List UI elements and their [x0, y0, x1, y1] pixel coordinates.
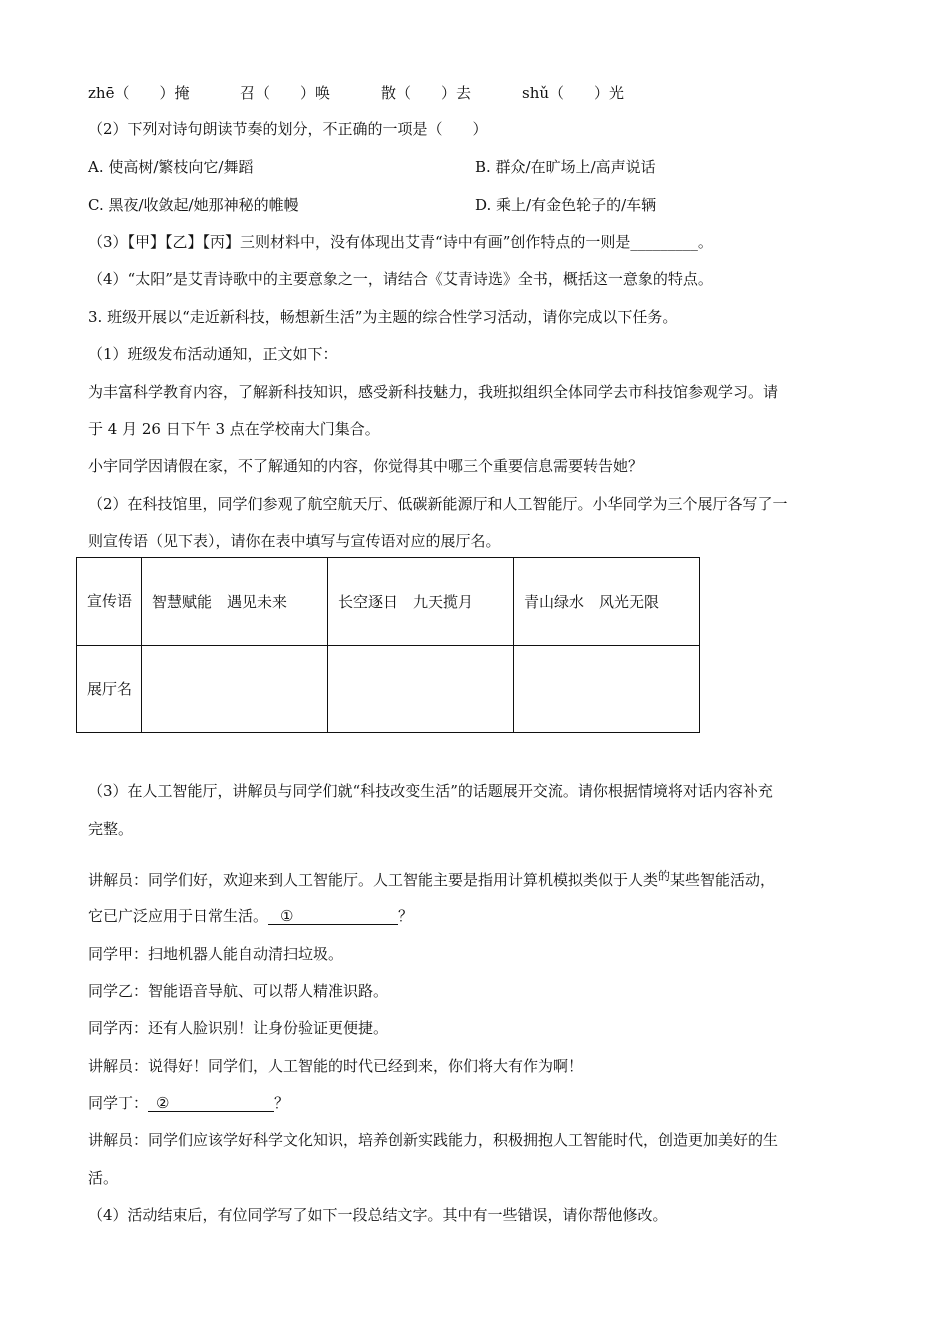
guide-line-2-text: 它已广泛应用于日常生活。 [88, 907, 269, 925]
student-yi: 同学乙：智能语音导航、可以帮人精准识路。 [88, 982, 389, 1000]
hall-name-header: 展厅名 [77, 646, 142, 733]
blank-2-marker: ② [156, 1094, 170, 1112]
question-3-4: （4）活动结束后，有位同学写了如下一段总结文字。其中有一些错误，请你帮他修改。 [88, 1206, 668, 1224]
pinyin-item-2: 召（ ）唤 [240, 84, 331, 102]
question-2-4: （4）“太阳”是艾青诗歌中的主要意象之一，请结合《艾青诗选》全书，概括这一意象的特点。 [88, 270, 713, 288]
blank-2[interactable] [148, 1095, 274, 1112]
slogan-cell-1: 智慧赋能 遇见未来 [142, 558, 328, 646]
option-b: B. 群众/在旷场上/高声说话 [475, 158, 656, 176]
question-3-2-line-1: （2）在科技馆里，同学们参观了航空航天厅、低碳新能源厅和人工智能厅。小华同学为三个展厅各写了一 [88, 495, 788, 513]
question-3-2-line-2: 则宣传语（见下表），请你在表中填写与宣传语对应的展厅名。 [88, 532, 501, 550]
slogan-table [76, 557, 700, 733]
question-3-intro: 3. 班级开展以“走近新科技，畅想新生活”为主题的综合性学习活动，请你完成以下任务。 [88, 308, 678, 326]
question-3-1: （1）班级发布活动通知，正文如下： [88, 345, 338, 363]
pinyin-item-4: shǔ（ ）光 [522, 84, 625, 102]
slogan-header: 宣传语 [77, 558, 142, 646]
question-3-3-line-1: （3）在人工智能厅，讲解员与同学们就“科技改变生活”的话题展开交流。请你根据情境将对话内容补充 [88, 782, 773, 800]
student-jia: 同学甲：扫地机器人能自动清扫垃圾。 [88, 945, 344, 963]
hall-name-input-3[interactable] [514, 646, 700, 733]
question-3-3-line-2: 完整。 [88, 820, 134, 838]
slogan-cell-2: 长空逐日 九天揽月 [328, 558, 514, 646]
slogan-row [77, 558, 700, 646]
blank-1-marker: ① [280, 907, 294, 925]
option-c: C. 黑夜/收敛起/她那神秘的帷幔 [88, 196, 299, 214]
blank-1[interactable] [268, 908, 398, 925]
guide-line-1-b: 某些智能活动， [670, 871, 776, 889]
question-2-3: （3）【甲】【乙】【丙】三则材料中，没有体现出艾青“诗中有画”创作特点的一则是_________。 [88, 233, 713, 251]
guide-line-2 [88, 906, 413, 926]
hall-name-row [77, 646, 700, 733]
student-bing: 同学丙：还有人脸识别！让身份验证更便捷。 [88, 1019, 389, 1037]
slogan-cell-3: 青山绿水 风光无限 [514, 558, 700, 646]
question-3-1-prompt: 小宇同学因请假在家，不了解通知的内容，你觉得其中哪三个重要信息需要转告她？ [88, 457, 644, 475]
guide-line-1 [88, 866, 775, 890]
guide-line-5: 活。 [88, 1169, 119, 1187]
guide-line-1-a: 讲解员：同学们好，欢迎来到人工智能厅。人工智能主要是指用计算机模拟类似于人类 [88, 871, 659, 889]
pinyin-item-1: zhē（ ）掩 [88, 84, 190, 102]
hall-name-input-2[interactable] [328, 646, 514, 733]
notice-line-2: 于 4 月 26 日下午 3 点在学校南大门集合。 [88, 420, 380, 438]
pinyin-item-3: 散（ ）去 [381, 84, 472, 102]
guide-de-superscript: 的 [658, 869, 671, 883]
hall-name-input-1[interactable] [142, 646, 328, 733]
option-a: A. 使高树/繁枝向它/舞蹈 [88, 158, 254, 176]
question-mark-2: ？ [274, 1094, 290, 1112]
student-ding [88, 1093, 289, 1113]
question-mark-1: ？ [398, 907, 414, 925]
question-2-2: （2）下列对诗句朗读节奏的划分，不正确的一项是（ ） [88, 120, 488, 138]
notice-line-1: 为丰富科学教育内容，了解新科技知识，感受新科技魅力，我班拟组织全体同学去市科技馆参观学习。请 [88, 383, 779, 401]
option-d: D. 乘上/有金色轮子的/车辆 [475, 196, 657, 214]
guide-line-3: 讲解员：说得好！同学们，人工智能的时代已经到来，你们将大有作为啊！ [88, 1057, 584, 1075]
guide-line-4: 讲解员：同学们应该学好科学文化知识，培养创新实践能力，积极拥抱人工智能时代，创造更加美好的生 [88, 1131, 779, 1149]
student-ding-prefix: 同学丁： [88, 1094, 149, 1112]
